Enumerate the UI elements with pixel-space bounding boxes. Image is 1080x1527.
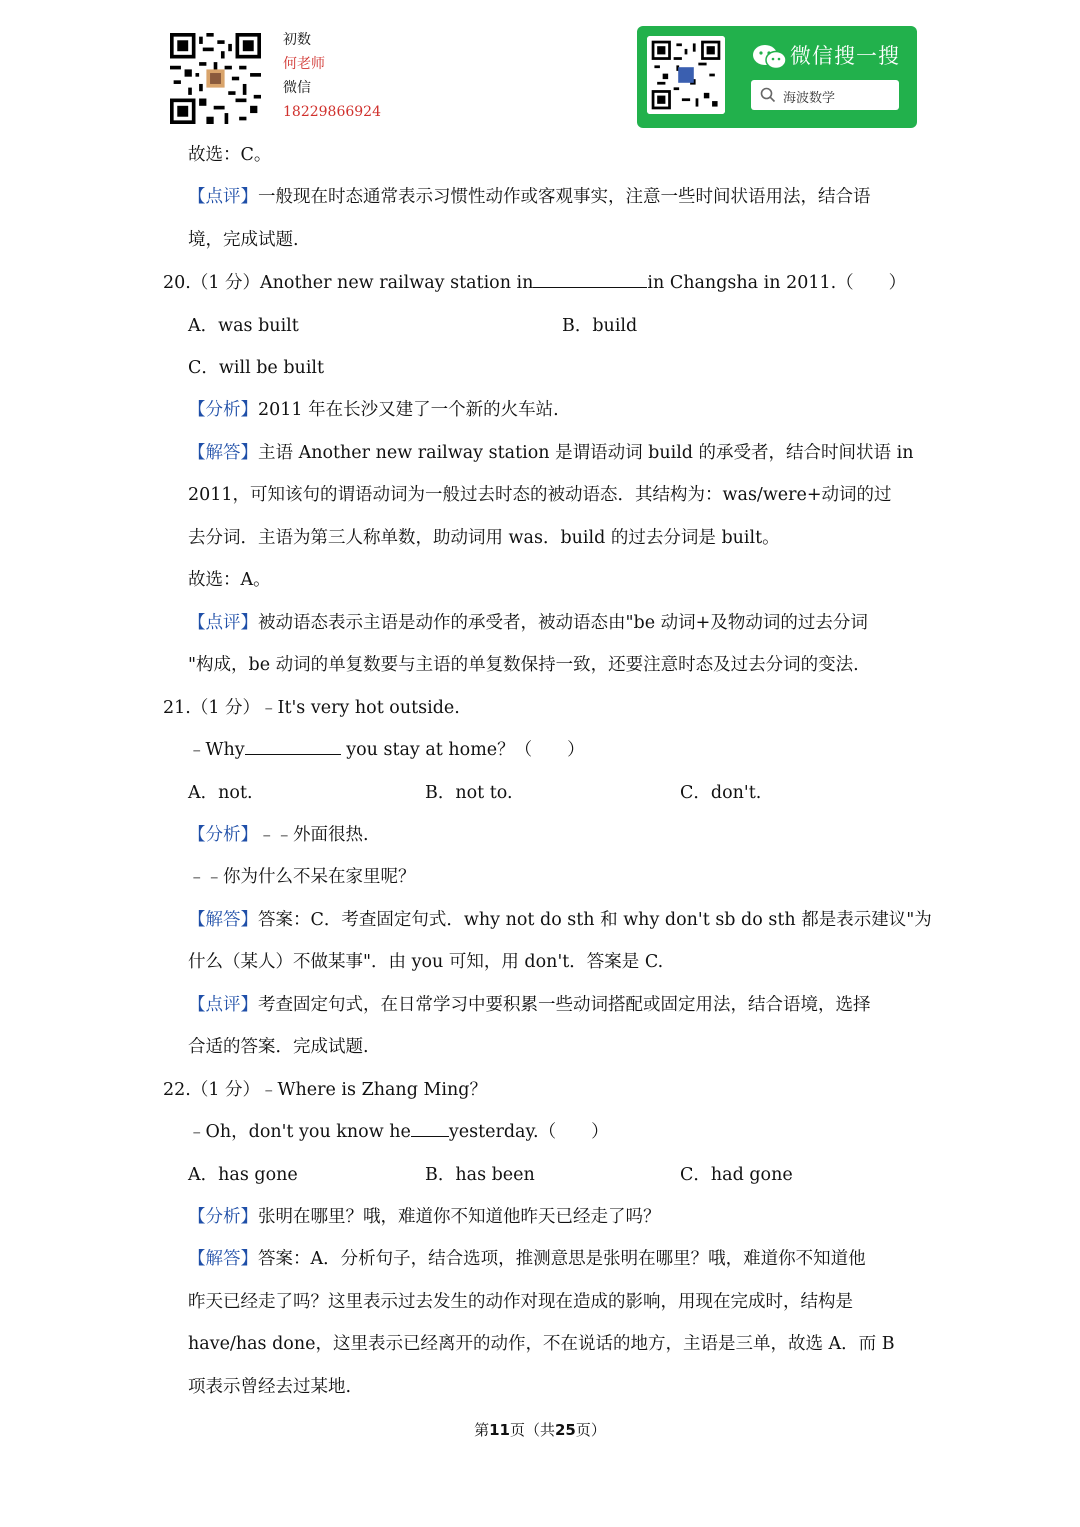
q21-solution-line1 — [188, 906, 932, 931]
q21-stem-part2: you stay at home？（ ） — [340, 740, 585, 760]
footer-prefix: 第 — [474, 1421, 490, 1439]
analysis-tag: 【分析】 — [188, 825, 258, 845]
page-total: 25 — [555, 1421, 576, 1439]
answer-blank — [411, 1122, 449, 1137]
q21-option-a: A．not. — [188, 783, 253, 803]
q22-stem-part1: ﹣Oh，don't you know he — [188, 1122, 411, 1142]
q20-option-c: C．will be built — [188, 358, 325, 378]
q20-comment-line2: "构成，be 动词的单复数要与主语的单复数保持一致，还要注意时态及过去分词的变法. — [188, 655, 859, 675]
q20-stem-part1: 20.（1 分）Another new railway station in — [163, 273, 534, 293]
q19-answer: 故选：C。 — [188, 145, 272, 165]
teacher-qr-code — [170, 33, 261, 124]
q20-analysis-text: 2011 年在长沙又建了一个新的火车站. — [258, 400, 559, 420]
page-footer — [0, 1419, 1080, 1440]
q20-stem — [163, 269, 906, 294]
answer-blank — [245, 740, 341, 755]
q20-comment-text: 被动语态表示主语是动作的承受者，被动语态由"be 动词+及物动词的过去分词 — [258, 613, 868, 633]
wechat-search-title: 微信搜一搜 — [790, 44, 900, 68]
q22-solution-line3: have/has done，这里表示已经离开的动作，不在说话的地方，主语是三单，故选 A．而 B — [188, 1334, 895, 1354]
q20-stem-part2: in Changsha in 2011.（ ） — [647, 273, 907, 293]
q20-analysis — [188, 396, 559, 421]
contact-teacher-name: 何老师 — [283, 56, 325, 72]
q20-option-b: B．build — [562, 316, 638, 336]
q21-analysis-line1 — [188, 821, 369, 846]
page-number: 11 — [489, 1421, 510, 1439]
q22-solution-text: 答案：A．分析句子，结合选项，推测意思是张明在哪里？哦，难道你不知道他 — [258, 1249, 866, 1269]
q19-comment-line2: 境，完成试题. — [188, 230, 299, 250]
q22-stem-line2 — [188, 1118, 609, 1143]
q21-stem-part1: ﹣Why — [188, 740, 245, 760]
q22-option-b: B．has been — [425, 1165, 535, 1185]
q21-solution-text: 答案：C．考查固定句式．why not do sth 和 why don't sb do sth 都是表示建议"为 — [258, 910, 932, 930]
wechat-search-box[interactable] — [751, 80, 899, 110]
q21-analysis-line2: ﹣﹣你为什么不呆在家里呢？ — [188, 867, 416, 887]
q20-comment-line1 — [188, 609, 868, 634]
solution-tag: 【解答】 — [188, 443, 258, 463]
q19-comment-line1 — [188, 183, 871, 208]
q21-option-c: C．don't. — [680, 783, 762, 803]
q19-comment-text: 一般现在时态通常表示习惯性动作或客观事实，注意一些时间状语用法，结合语 — [258, 187, 871, 207]
q22-option-c: C．had gone — [680, 1165, 793, 1185]
contact-info — [283, 28, 381, 124]
answer-blank — [533, 273, 647, 288]
q22-stem-part2: yesterday.（ ） — [448, 1122, 609, 1142]
q20-solution-text: 主语 Another new railway station 是谓语动词 build 的承受者，结合时间状语 in — [258, 443, 914, 463]
q22-solution-line1 — [188, 1245, 866, 1270]
contact-line-wechat: 微信 — [283, 80, 311, 96]
contact-phone: 18229866924 — [283, 104, 381, 120]
analysis-tag: 【分析】 — [188, 1207, 258, 1227]
q20-solution-line3: 去分词．主语为第三人称单数，助动词用 was．build 的过去分词是 built。 — [188, 528, 780, 548]
wechat-search-query: 海波数学 — [783, 91, 836, 106]
q21-stem: 21.（1 分）﹣It's very hot outside. — [163, 698, 460, 718]
search-icon — [760, 87, 776, 103]
wechat-qr-code — [647, 36, 725, 114]
comment-tag: 【点评】 — [188, 187, 258, 207]
q22-solution-line4: 项表示曾经去过某地. — [188, 1377, 352, 1397]
q21-solution-line2: 什么（某人）不做某事"．由 you 可知，用 don't．答案是 C. — [188, 952, 664, 972]
wechat-logo-icon — [752, 44, 788, 70]
q22-option-a: A．has gone — [188, 1165, 298, 1185]
q22-analysis — [188, 1203, 661, 1228]
q21-comment-text: 考查固定句式，在日常学习中要积累一些动词搭配或固定用法，结合语境，选择 — [258, 995, 871, 1015]
q20-option-a: A．was built — [188, 316, 299, 336]
analysis-tag: 【分析】 — [188, 400, 258, 420]
q21-comment-line2: 合适的答案．完成试题. — [188, 1037, 369, 1057]
q22-analysis-text: 张明在哪里？哦，难道你不知道他昨天已经走了吗？ — [258, 1207, 661, 1227]
contact-line-subject: 初数 — [283, 32, 311, 48]
q21-comment-line1 — [188, 991, 871, 1016]
q21-analysis-text: ﹣﹣外面很热. — [258, 825, 369, 845]
solution-tag: 【解答】 — [188, 910, 258, 930]
q21-option-b: B．not to. — [425, 783, 513, 803]
footer-suffix: 页） — [575, 1421, 606, 1439]
q21-stem-line2 — [188, 736, 585, 761]
comment-tag: 【点评】 — [188, 995, 258, 1015]
q22-stem: 22.（1 分）﹣Where is Zhang Ming？ — [163, 1080, 487, 1100]
q20-solution-line1 — [188, 439, 914, 464]
footer-mid: 页（共 — [509, 1421, 555, 1439]
comment-tag: 【点评】 — [188, 613, 258, 633]
q22-solution-line2: 昨天已经走了吗？这里表示过去发生的动作对现在造成的影响，用现在完成时，结构是 — [188, 1292, 853, 1312]
wechat-search-card[interactable] — [637, 26, 917, 128]
solution-tag: 【解答】 — [188, 1249, 258, 1269]
q20-answer: 故选：A。 — [188, 570, 271, 590]
q20-solution-line2: 2011，可知该句的谓语动词为一般过去时态的被动语态．其结构为：was/were+动词的过 — [188, 485, 892, 505]
